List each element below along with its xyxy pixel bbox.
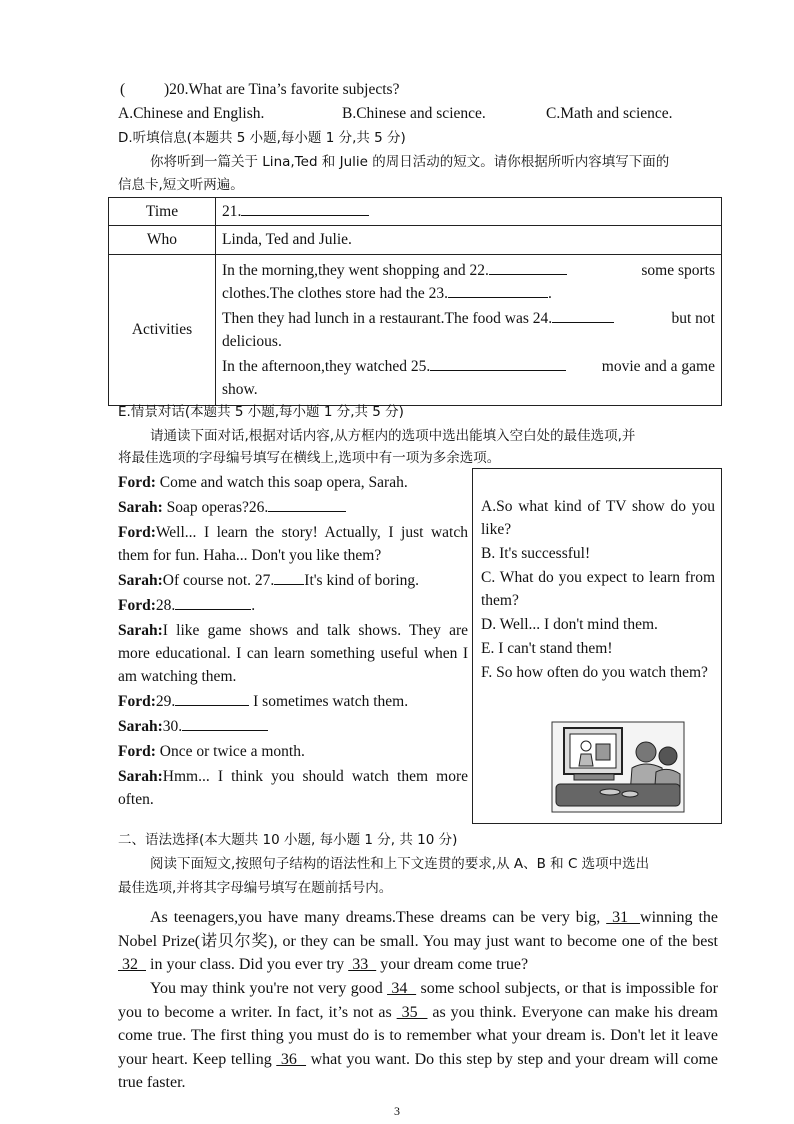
blank-33[interactable]: 33 [348, 956, 377, 973]
info-card-table [108, 197, 722, 406]
table-row-who [109, 226, 722, 254]
blank-23[interactable] [448, 283, 548, 298]
answer-paren: ( [120, 81, 126, 98]
time-label: Time [109, 198, 216, 226]
blank-31[interactable]: 31 [606, 909, 641, 926]
dialogue-line: Ford:28. . [118, 597, 256, 614]
tv-watching-illustration [550, 720, 686, 814]
option-d: D. Well... I don't mind them. [481, 616, 658, 633]
question-20-stem: )20.What are Tina’s favorite subjects? [164, 81, 400, 98]
q20-option-b: B.Chinese and science. [342, 105, 486, 122]
blank-30[interactable] [182, 716, 268, 731]
table-row-activities: Activities In the morning,they went shopping and 22. some sports clothes.The clothes store had the 23. . Then they had lunch in a restaurant.The food was 24. but not delicious. In the afternoon,they watched 25. movie and a game show. [109, 254, 722, 405]
passage-paragraph-2: You may think you're not very good 34 some school subjects, or that is impossible for you to become a writer. In fact, it’s not as 35 as you think. Everyone can make his dream come true. The first thing you must do is to remember what your dream is. Don't let it leave your heart. Keep telling 36 what you want. Do this step by step and your dream will come true faster. [118, 980, 719, 1091]
dialogue-line: Sarah: Soap operas?26. [118, 496, 468, 519]
activity-lunch: Then they had lunch in a restaurant.The food was 24. but not [222, 309, 715, 327]
activity-morning: In the morning,they went shopping and 22. some sports [222, 261, 715, 279]
who-value: Linda, Ted and Julie. [216, 226, 722, 254]
blank-21[interactable] [241, 201, 369, 216]
blank-28[interactable] [175, 595, 251, 610]
blank-34[interactable]: 34 [387, 980, 417, 997]
option-e: E. I can't stand them! [481, 640, 613, 657]
section-d-instruction-2: 信息卡,短文听两遍。 [118, 177, 244, 193]
dialogue-line: Ford: Once or twice a month. [118, 743, 305, 760]
question-20 [120, 80, 399, 99]
dialogue-line: Ford: Come and watch this soap opera, Sarah. [118, 474, 408, 491]
option-c: C. What do you expect to learn from them? [481, 569, 715, 609]
blank-22[interactable] [489, 260, 567, 275]
blank-25[interactable] [430, 356, 566, 371]
blank-27[interactable] [274, 570, 304, 585]
q20-option-a: A.Chinese and English. [118, 105, 265, 122]
page-number: 3 [394, 1104, 400, 1118]
blank-26[interactable] [268, 497, 346, 512]
option-f: F. So how often do you watch them? [481, 664, 708, 681]
blank-36[interactable]: 36 [276, 1050, 307, 1068]
dialogue-line: Sarah:Hmm... I think you should watch them more often. [118, 768, 468, 808]
dialogue-line: Ford:29. I sometimes watch them. [118, 693, 409, 710]
section-d-instruction-1: 你将听到一篇关于 Lina,Ted 和 Julie 的周日活动的短文。请你根据所听内容填写下面的 [150, 154, 670, 170]
blank-24[interactable] [552, 308, 614, 323]
dialogue-line: Sarah:Of course not. 27. It's kind of boring. [118, 572, 420, 589]
table-row-time [109, 198, 722, 226]
dialogue-line: Ford:Well... I learn the story! Actually, I just watch them for fun. Haha... Don't you like them? [118, 524, 468, 564]
who-label: Who [109, 226, 216, 254]
blank-35[interactable]: 35 [396, 1003, 428, 1021]
section-two-instruction-2: 最佳选项,并将其字母编号填写在题前括号内。 [118, 880, 393, 896]
dialogue-line: Sarah:30. [118, 715, 468, 738]
option-a: A.So what kind of TV show do you like? [481, 498, 715, 538]
passage-paragraph-1: As teenagers,you have many dreams.These dreams can be very big, 31 winning the Nobel Prize(诺贝尔奖), or they can be small. You may just want to become one of the best 32 in your class. Did you ever try 33 your dream come true? [118, 909, 718, 973]
blank-29[interactable] [175, 691, 249, 706]
section-e-instruction-1: 请通读下面对话,根据对话内容,从方框内的选项中选出能填入空白处的最佳选项,并 [150, 428, 636, 444]
section-two-instruction-1: 阅读下面短文,按照句子结构的语法性和上下文连贯的要求,从 A、B 和 C 选项中选出 [150, 856, 650, 872]
section-e-title: E.情景对话(本题共 5 小题,每小题 1 分,共 5 分) [118, 404, 404, 420]
section-d-title: D.听填信息(本题共 5 小题,每小题 1 分,共 5 分) [118, 130, 406, 146]
q20-option-c: C.Math and science. [546, 105, 673, 122]
blank-21-label: 21. [222, 203, 242, 220]
activities-label: Activities [109, 254, 216, 405]
option-b: B. It's successful! [481, 545, 591, 562]
section-two-title: 二、语法选择(本大题共 10 小题, 每小题 1 分, 共 10 分) [118, 832, 458, 848]
activity-afternoon: In the afternoon,they watched 25. movie and a game [222, 357, 715, 375]
blank-32[interactable]: 32 [118, 956, 146, 973]
section-e-instruction-2: 将最佳选项的字母编号填写在横线上,选项中有一项为多余选项。 [118, 450, 501, 466]
dialogue-line: Sarah:I like game shows and talk shows. They are more educational. I can learn something useful when I am watching them. [118, 622, 468, 685]
